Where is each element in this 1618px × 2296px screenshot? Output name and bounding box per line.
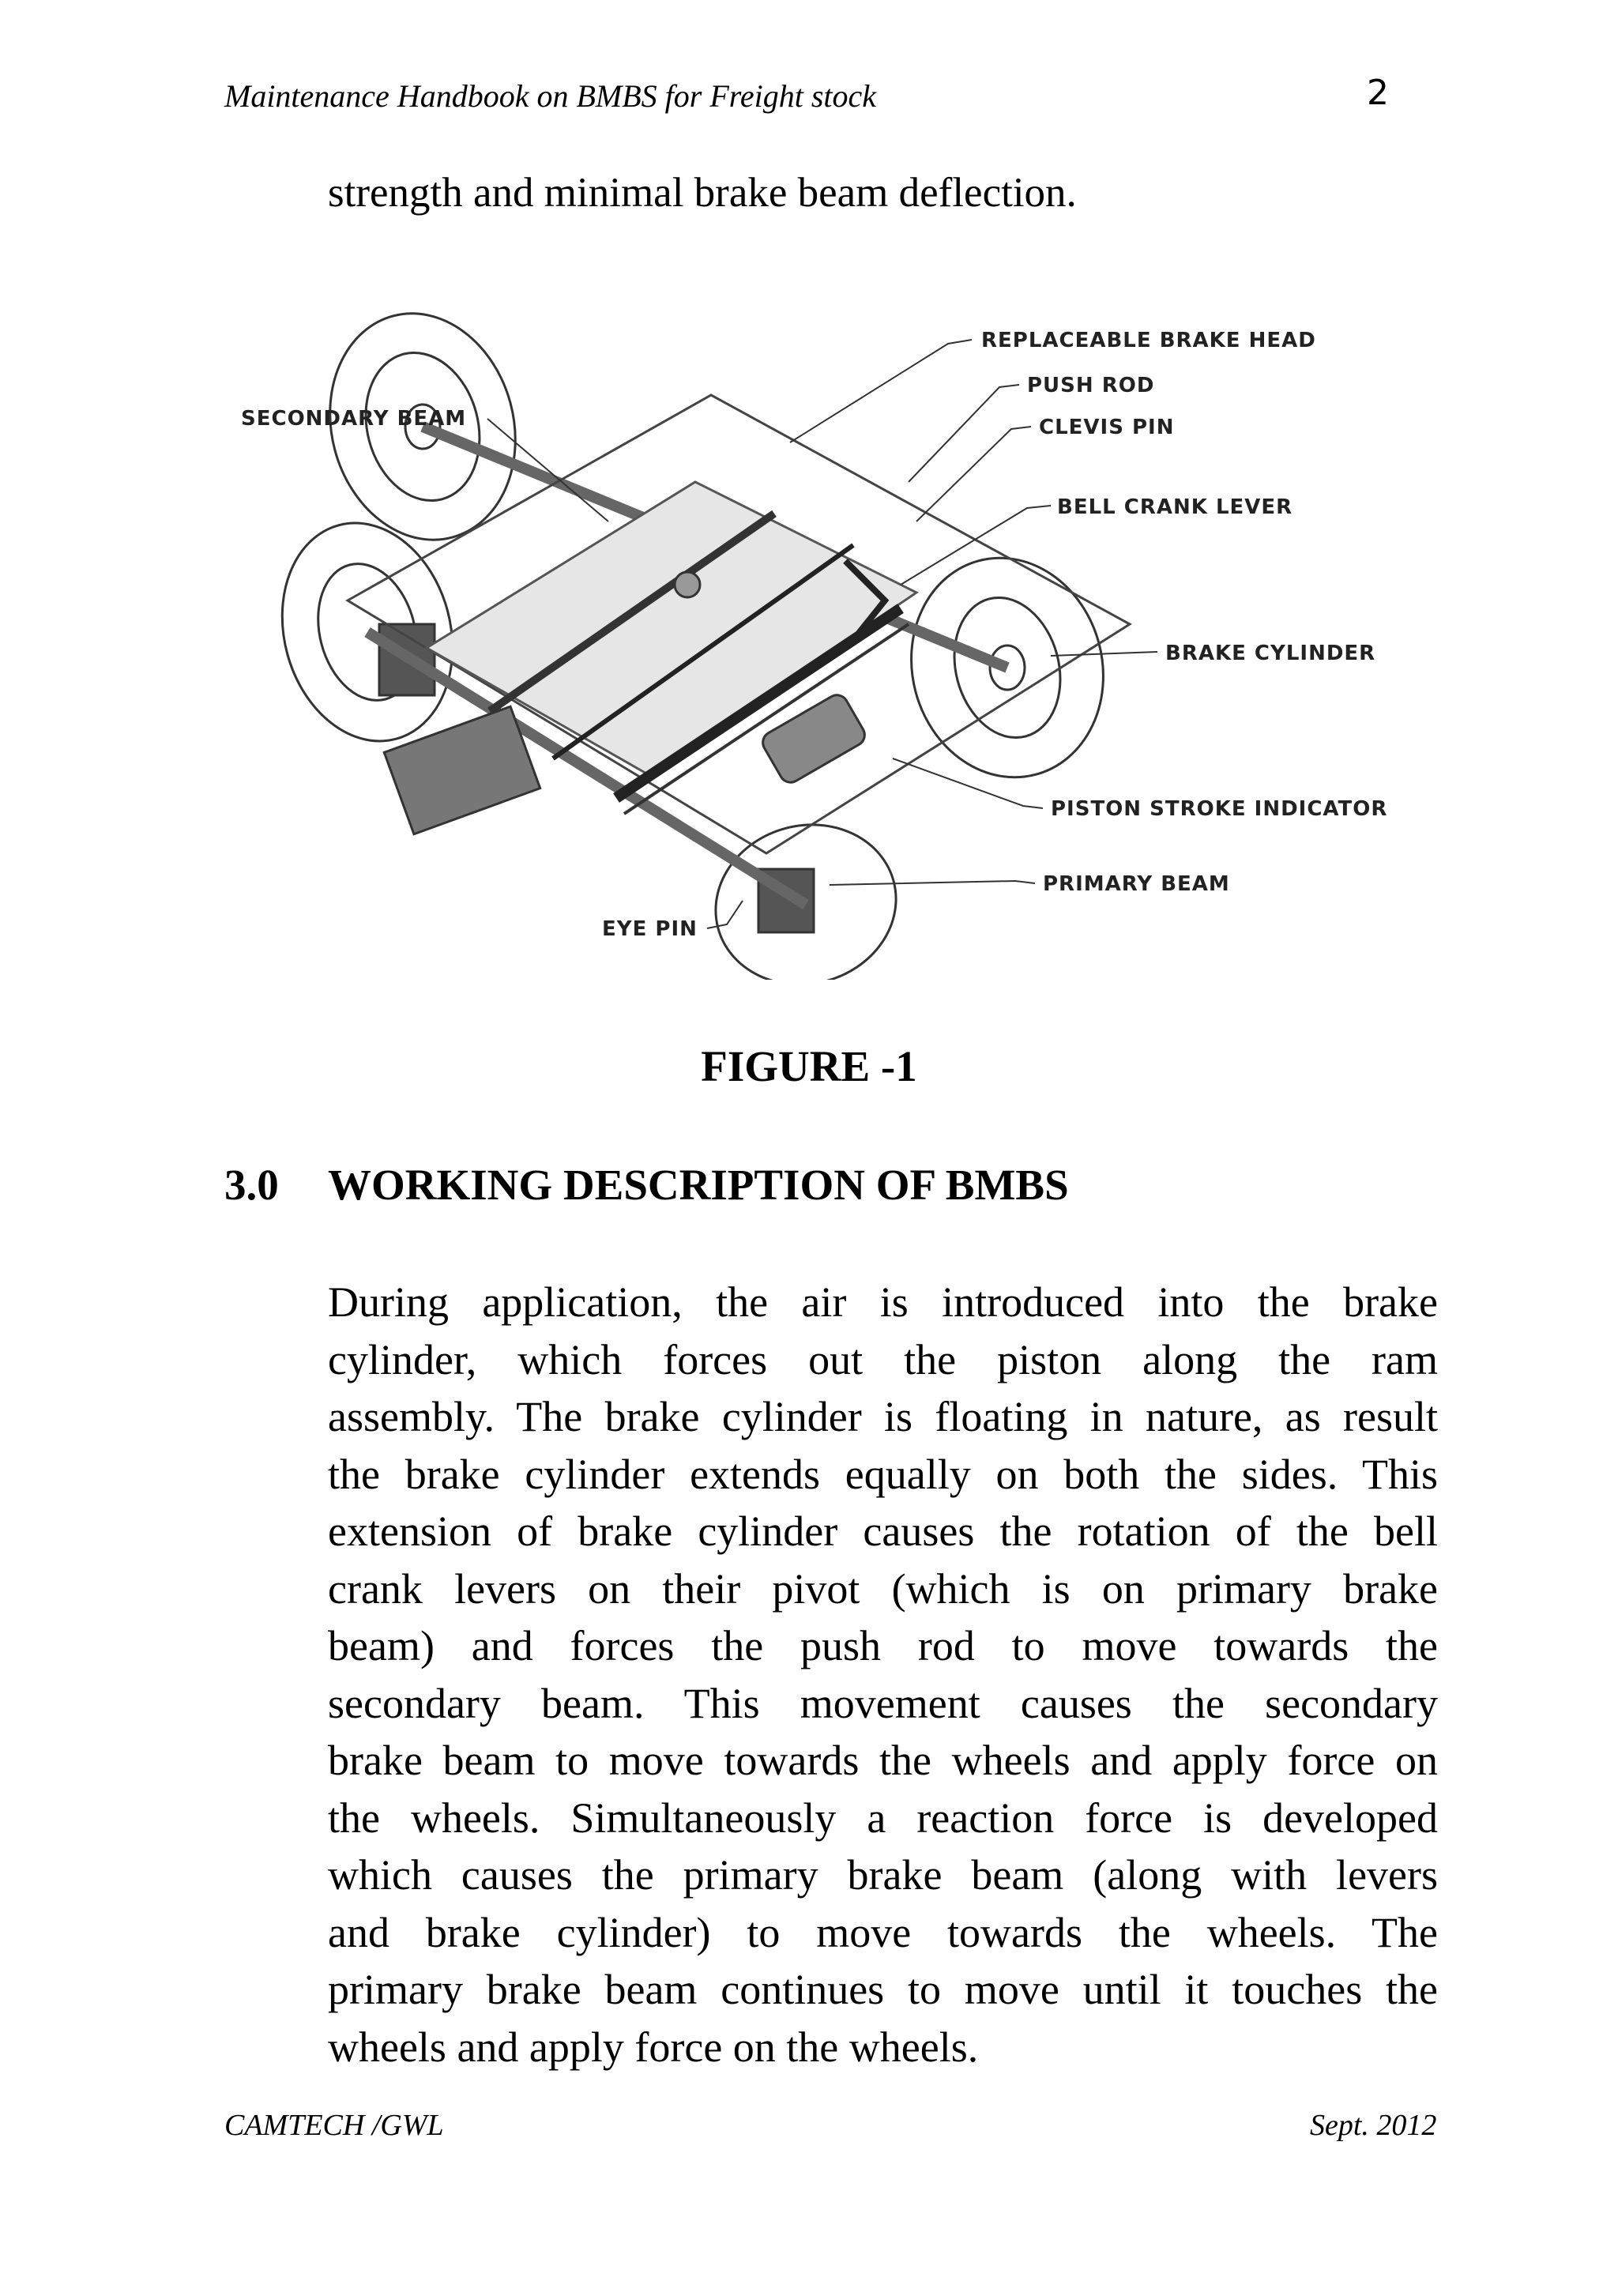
footer-right: Sept. 2012 <box>1310 2109 1437 2142</box>
paragraph-line: wheels and apply force on the wheels. <box>328 2023 979 2071</box>
paragraph-line: crank levers on their pivot (which is on primary brake <box>328 1564 1438 1613</box>
paragraph-line: cylinder, which forces out the piston along the ram <box>328 1335 1438 1383</box>
label-primary-beam: PRIMARY BEAM <box>1043 872 1230 896</box>
paragraph-line: extension of brake cylinder causes the rotation of the bell <box>328 1507 1438 1555</box>
figure-caption: FIGURE -1 <box>701 1042 917 1090</box>
paragraph-line: beam) and forces the push rod to move towards the <box>328 1622 1438 1669</box>
paragraph-line: which causes the primary brake beam (along with levers <box>328 1851 1438 1899</box>
paragraph-line: the brake cylinder extends equally on both the sides. This <box>328 1450 1438 1498</box>
header-title: Maintenance Handbook on BMBS for Freight stock <box>224 78 876 114</box>
bogie-brake-figure <box>221 284 1446 980</box>
label-secondary-beam: SECONDARY BEAM <box>241 407 467 431</box>
paragraph-line: the wheels. Simultaneously a reaction force is developed <box>328 1794 1438 1842</box>
label-push-rod: PUSH ROD <box>1027 374 1155 397</box>
paragraph-line: assembly. The brake cylinder is floating in nature, as result <box>328 1393 1438 1440</box>
section-paragraph <box>328 1274 1438 2076</box>
footer-left: CAMTECH /GWL <box>224 2109 444 2142</box>
label-brake-cylinder: BRAKE CYLINDER <box>1165 642 1376 665</box>
continuation-text: strength and minimal brake beam deflection. <box>328 170 1077 216</box>
label-replaceable-brake-head: REPLACEABLE BRAKE HEAD <box>981 329 1316 352</box>
label-clevis-pin: CLEVIS PIN <box>1039 416 1175 439</box>
label-piston-stroke-indicator: PISTON STROKE INDICATOR <box>1051 797 1388 821</box>
paragraph-line: primary brake beam continues to move until it touches the <box>328 1966 1438 2013</box>
paragraph-line: and brake cylinder) to move towards the wheels. The <box>328 1908 1438 1956</box>
label-bell-crank-lever: BELL CRANK LEVER <box>1057 495 1293 519</box>
bogie-illustration <box>258 292 1130 980</box>
section-title: WORKING DESCRIPTION OF BMBS <box>328 1161 1069 1209</box>
paragraph-line: During application, the air is introduced into the brake <box>328 1278 1438 1326</box>
paragraph-line: secondary beam. This movement causes the secondary <box>328 1679 1438 1727</box>
paragraph-line: brake beam to move towards the wheels and apply force on <box>328 1737 1438 1784</box>
section-number: 3.0 <box>224 1161 279 1209</box>
page-number: 2 <box>1367 73 1389 113</box>
label-eye-pin: EYE PIN <box>602 917 698 941</box>
